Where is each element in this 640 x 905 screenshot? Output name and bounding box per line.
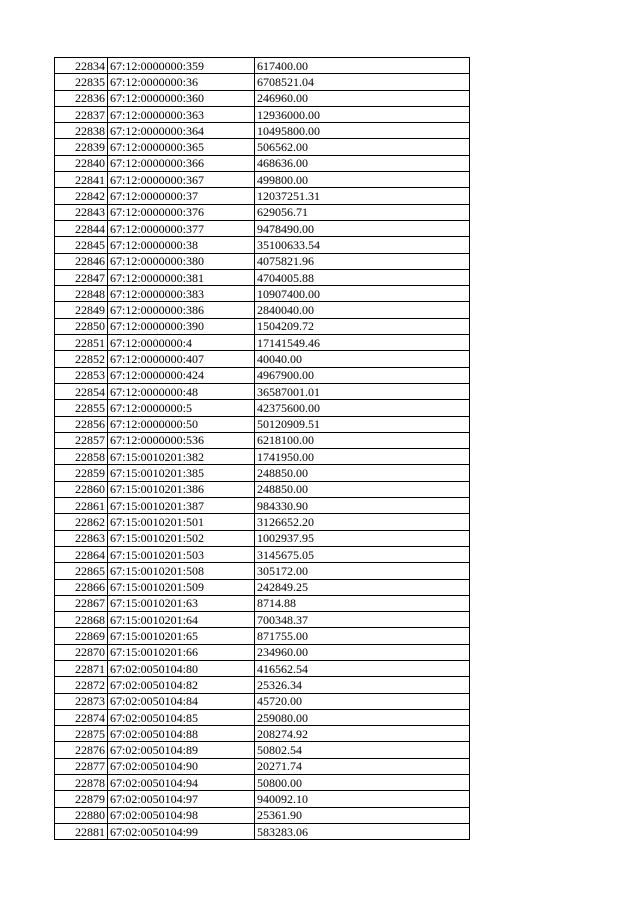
cadastral-number-cell: 67:12:0000000:377 bbox=[108, 220, 255, 236]
cadastral-number-cell: 67:15:0010201:503 bbox=[108, 546, 255, 562]
table-row bbox=[55, 335, 470, 351]
table-row bbox=[55, 286, 470, 302]
row-number-cell: 22842 bbox=[55, 188, 108, 204]
cadastral-number-cell: 67:12:0000000:36 bbox=[108, 74, 255, 90]
row-number-cell: 22880 bbox=[55, 807, 108, 823]
cadastral-number-cell: 67:12:0000000:424 bbox=[108, 367, 255, 383]
table-row bbox=[55, 530, 470, 546]
value-cell: 12037251.31 bbox=[255, 188, 470, 204]
row-number-cell: 22866 bbox=[55, 579, 108, 595]
row-number-cell: 22834 bbox=[55, 58, 108, 74]
row-number-cell: 22873 bbox=[55, 693, 108, 709]
table-row bbox=[55, 90, 470, 106]
cadastral-number-cell: 67:12:0000000:376 bbox=[108, 204, 255, 220]
value-cell: 12936000.00 bbox=[255, 106, 470, 122]
row-number-cell: 22872 bbox=[55, 677, 108, 693]
value-cell: 2840040.00 bbox=[255, 302, 470, 318]
cadastral-number-cell: 67:12:0000000:536 bbox=[108, 432, 255, 448]
cadastral-number-cell: 67:02:0050104:98 bbox=[108, 807, 255, 823]
table-row bbox=[55, 220, 470, 236]
table-row bbox=[55, 742, 470, 758]
cadastral-number-cell: 67:12:0000000:365 bbox=[108, 139, 255, 155]
table-row bbox=[55, 726, 470, 742]
cadastral-number-cell: 67:15:0010201:66 bbox=[108, 644, 255, 660]
value-cell: 416562.54 bbox=[255, 660, 470, 676]
table-row bbox=[55, 188, 470, 204]
cadastral-number-cell: 67:02:0050104:97 bbox=[108, 791, 255, 807]
cadastral-number-cell: 67:12:0000000:50 bbox=[108, 416, 255, 432]
value-cell: 6218100.00 bbox=[255, 432, 470, 448]
cadastral-number-cell: 67:02:0050104:84 bbox=[108, 693, 255, 709]
data-table bbox=[54, 57, 470, 840]
row-number-cell: 22837 bbox=[55, 106, 108, 122]
value-cell: 25326.34 bbox=[255, 677, 470, 693]
row-number-cell: 22859 bbox=[55, 465, 108, 481]
row-number-cell: 22881 bbox=[55, 823, 108, 839]
value-cell: 208274.92 bbox=[255, 726, 470, 742]
value-cell: 1002937.95 bbox=[255, 530, 470, 546]
cadastral-number-cell: 67:12:0000000:359 bbox=[108, 58, 255, 74]
cadastral-number-cell: 67:15:0010201:382 bbox=[108, 449, 255, 465]
value-cell: 42375600.00 bbox=[255, 400, 470, 416]
row-number-cell: 22840 bbox=[55, 155, 108, 171]
value-cell: 10495800.00 bbox=[255, 123, 470, 139]
cadastral-number-cell: 67:12:0000000:4 bbox=[108, 335, 255, 351]
table-row bbox=[55, 628, 470, 644]
cadastral-number-cell: 67:12:0000000:364 bbox=[108, 123, 255, 139]
table-row bbox=[55, 204, 470, 220]
value-cell: 506562.00 bbox=[255, 139, 470, 155]
table-row bbox=[55, 432, 470, 448]
cadastral-number-cell: 67:12:0000000:38 bbox=[108, 237, 255, 253]
value-cell: 871755.00 bbox=[255, 628, 470, 644]
table-row bbox=[55, 481, 470, 497]
table-row bbox=[55, 807, 470, 823]
value-cell: 940092.10 bbox=[255, 791, 470, 807]
value-cell: 248850.00 bbox=[255, 481, 470, 497]
cadastral-number-cell: 67:12:0000000:381 bbox=[108, 269, 255, 285]
table-row bbox=[55, 383, 470, 399]
row-number-cell: 22865 bbox=[55, 563, 108, 579]
table-row bbox=[55, 155, 470, 171]
row-number-cell: 22852 bbox=[55, 351, 108, 367]
value-cell: 583283.06 bbox=[255, 823, 470, 839]
value-cell: 36587001.01 bbox=[255, 383, 470, 399]
cadastral-number-cell: 67:02:0050104:89 bbox=[108, 742, 255, 758]
table-row bbox=[55, 253, 470, 269]
row-number-cell: 22877 bbox=[55, 758, 108, 774]
value-cell: 50800.00 bbox=[255, 775, 470, 791]
cadastral-number-cell: 67:12:0000000:37 bbox=[108, 188, 255, 204]
cadastral-number-cell: 67:12:0000000:48 bbox=[108, 383, 255, 399]
table-row bbox=[55, 351, 470, 367]
value-cell: 1741950.00 bbox=[255, 449, 470, 465]
cadastral-number-cell: 67:15:0010201:386 bbox=[108, 481, 255, 497]
cadastral-number-cell: 67:15:0010201:65 bbox=[108, 628, 255, 644]
cadastral-number-cell: 67:02:0050104:88 bbox=[108, 726, 255, 742]
table-row bbox=[55, 318, 470, 334]
table-row bbox=[55, 106, 470, 122]
row-number-cell: 22839 bbox=[55, 139, 108, 155]
cadastral-number-cell: 67:12:0000000:367 bbox=[108, 172, 255, 188]
table-row bbox=[55, 563, 470, 579]
row-number-cell: 22836 bbox=[55, 90, 108, 106]
cadastral-number-cell: 67:12:0000000:363 bbox=[108, 106, 255, 122]
table-row bbox=[55, 579, 470, 595]
value-cell: 617400.00 bbox=[255, 58, 470, 74]
row-number-cell: 22876 bbox=[55, 742, 108, 758]
table-row bbox=[55, 302, 470, 318]
value-cell: 700348.37 bbox=[255, 612, 470, 628]
table-row bbox=[55, 758, 470, 774]
table-row bbox=[55, 139, 470, 155]
table-body bbox=[55, 58, 470, 840]
row-number-cell: 22850 bbox=[55, 318, 108, 334]
row-number-cell: 22864 bbox=[55, 546, 108, 562]
value-cell: 35100633.54 bbox=[255, 237, 470, 253]
value-cell: 305172.00 bbox=[255, 563, 470, 579]
value-cell: 234960.00 bbox=[255, 644, 470, 660]
row-number-cell: 22856 bbox=[55, 416, 108, 432]
cadastral-number-cell: 67:12:0000000:383 bbox=[108, 286, 255, 302]
row-number-cell: 22838 bbox=[55, 123, 108, 139]
value-cell: 6708521.04 bbox=[255, 74, 470, 90]
row-number-cell: 22846 bbox=[55, 253, 108, 269]
table-row bbox=[55, 400, 470, 416]
row-number-cell: 22878 bbox=[55, 775, 108, 791]
cadastral-number-cell: 67:12:0000000:407 bbox=[108, 351, 255, 367]
table-row bbox=[55, 416, 470, 432]
cadastral-number-cell: 67:02:0050104:99 bbox=[108, 823, 255, 839]
value-cell: 10907400.00 bbox=[255, 286, 470, 302]
value-cell: 8714.88 bbox=[255, 595, 470, 611]
cadastral-number-cell: 67:02:0050104:94 bbox=[108, 775, 255, 791]
table-row bbox=[55, 677, 470, 693]
table-row bbox=[55, 172, 470, 188]
table-row bbox=[55, 465, 470, 481]
row-number-cell: 22847 bbox=[55, 269, 108, 285]
table-row bbox=[55, 269, 470, 285]
value-cell: 45720.00 bbox=[255, 693, 470, 709]
cadastral-number-cell: 67:02:0050104:90 bbox=[108, 758, 255, 774]
row-number-cell: 22858 bbox=[55, 449, 108, 465]
table-row bbox=[55, 498, 470, 514]
row-number-cell: 22860 bbox=[55, 481, 108, 497]
cadastral-number-cell: 67:12:0000000:386 bbox=[108, 302, 255, 318]
table-row bbox=[55, 58, 470, 74]
value-cell: 3145675.05 bbox=[255, 546, 470, 562]
value-cell: 17141549.46 bbox=[255, 335, 470, 351]
table-row bbox=[55, 693, 470, 709]
value-cell: 40040.00 bbox=[255, 351, 470, 367]
value-cell: 242849.25 bbox=[255, 579, 470, 595]
row-number-cell: 22875 bbox=[55, 726, 108, 742]
cadastral-number-cell: 67:12:0000000:390 bbox=[108, 318, 255, 334]
row-number-cell: 22867 bbox=[55, 595, 108, 611]
table-row bbox=[55, 644, 470, 660]
row-number-cell: 22848 bbox=[55, 286, 108, 302]
cadastral-number-cell: 67:12:0000000:380 bbox=[108, 253, 255, 269]
cadastral-number-cell: 67:02:0050104:80 bbox=[108, 660, 255, 676]
cadastral-number-cell: 67:12:0000000:360 bbox=[108, 90, 255, 106]
cadastral-number-cell: 67:15:0010201:502 bbox=[108, 530, 255, 546]
row-number-cell: 22863 bbox=[55, 530, 108, 546]
cadastral-number-cell: 67:15:0010201:508 bbox=[108, 563, 255, 579]
value-cell: 50802.54 bbox=[255, 742, 470, 758]
table-row bbox=[55, 660, 470, 676]
value-cell: 984330.90 bbox=[255, 498, 470, 514]
cadastral-number-cell: 67:02:0050104:85 bbox=[108, 709, 255, 725]
value-cell: 499800.00 bbox=[255, 172, 470, 188]
row-number-cell: 22843 bbox=[55, 204, 108, 220]
cadastral-number-cell: 67:15:0010201:501 bbox=[108, 514, 255, 530]
value-cell: 246960.00 bbox=[255, 90, 470, 106]
table-row bbox=[55, 823, 470, 839]
row-number-cell: 22862 bbox=[55, 514, 108, 530]
value-cell: 629056.71 bbox=[255, 204, 470, 220]
cadastral-number-cell: 67:15:0010201:63 bbox=[108, 595, 255, 611]
value-cell: 4704005.88 bbox=[255, 269, 470, 285]
cadastral-number-cell: 67:15:0010201:64 bbox=[108, 612, 255, 628]
row-number-cell: 22835 bbox=[55, 74, 108, 90]
row-number-cell: 22844 bbox=[55, 220, 108, 236]
table-row bbox=[55, 595, 470, 611]
row-number-cell: 22861 bbox=[55, 498, 108, 514]
cadastral-number-cell: 67:02:0050104:82 bbox=[108, 677, 255, 693]
cadastral-number-cell: 67:15:0010201:385 bbox=[108, 465, 255, 481]
value-cell: 4075821.96 bbox=[255, 253, 470, 269]
row-number-cell: 22857 bbox=[55, 432, 108, 448]
row-number-cell: 22851 bbox=[55, 335, 108, 351]
table-row bbox=[55, 74, 470, 90]
row-number-cell: 22868 bbox=[55, 612, 108, 628]
value-cell: 20271.74 bbox=[255, 758, 470, 774]
value-cell: 3126652.20 bbox=[255, 514, 470, 530]
table-row bbox=[55, 612, 470, 628]
value-cell: 259080.00 bbox=[255, 709, 470, 725]
row-number-cell: 22841 bbox=[55, 172, 108, 188]
table-row bbox=[55, 546, 470, 562]
row-number-cell: 22870 bbox=[55, 644, 108, 660]
value-cell: 248850.00 bbox=[255, 465, 470, 481]
value-cell: 468636.00 bbox=[255, 155, 470, 171]
table-row bbox=[55, 449, 470, 465]
table-row bbox=[55, 367, 470, 383]
row-number-cell: 22855 bbox=[55, 400, 108, 416]
row-number-cell: 22879 bbox=[55, 791, 108, 807]
row-number-cell: 22869 bbox=[55, 628, 108, 644]
table-row bbox=[55, 123, 470, 139]
value-cell: 9478490.00 bbox=[255, 220, 470, 236]
row-number-cell: 22853 bbox=[55, 367, 108, 383]
row-number-cell: 22871 bbox=[55, 660, 108, 676]
cadastral-number-cell: 67:15:0010201:387 bbox=[108, 498, 255, 514]
value-cell: 1504209.72 bbox=[255, 318, 470, 334]
row-number-cell: 22849 bbox=[55, 302, 108, 318]
value-cell: 50120909.51 bbox=[255, 416, 470, 432]
value-cell: 4967900.00 bbox=[255, 367, 470, 383]
table-row bbox=[55, 775, 470, 791]
table-row bbox=[55, 514, 470, 530]
table-row bbox=[55, 237, 470, 253]
cadastral-number-cell: 67:12:0000000:5 bbox=[108, 400, 255, 416]
row-number-cell: 22854 bbox=[55, 383, 108, 399]
cadastral-number-cell: 67:12:0000000:366 bbox=[108, 155, 255, 171]
cadastral-number-cell: 67:15:0010201:509 bbox=[108, 579, 255, 595]
row-number-cell: 22874 bbox=[55, 709, 108, 725]
table-row bbox=[55, 791, 470, 807]
value-cell: 25361.90 bbox=[255, 807, 470, 823]
row-number-cell: 22845 bbox=[55, 237, 108, 253]
table-row bbox=[55, 709, 470, 725]
